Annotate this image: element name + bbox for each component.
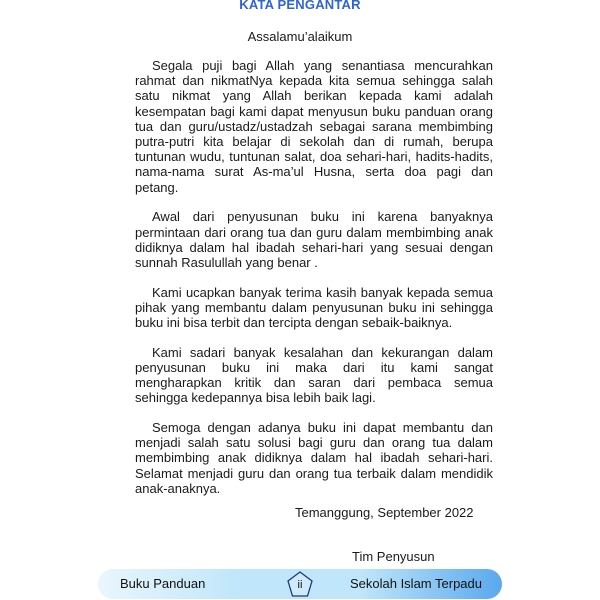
page-footer — [98, 569, 502, 599]
signer: Tim Penyusun — [352, 549, 435, 564]
page-title: KATA PENGANTAR — [239, 0, 361, 12]
paragraph-3: Kami ucapkan banyak terima kasih banyak kepada semua pihak yang membantu dalam penyusunan buku ini sehingga buku ini bisa terbit dan tercipta dengan sebaik-baiknya. — [135, 284, 493, 331]
paragraph-1: Segala puji bagi Allah yang senantiasa mencurahkan rahmat dan nikmatNya kepada kita semua sehingga salah satu nikmat yang Allah berikan kepada kami adalah kesempatan bagi kami dapat menyusun buku panduan orang tua dan guru/ustadz/ustadzah sebagai sarana membimbing putra-putri kita belajar di sekolah dan di rumah, berupa tuntunan wudu, tuntunan salat, doa sehari-hari, hadits-hadits, nama-nama surat As-ma’ul Husna, serta doa pagi dan petang. — [135, 58, 493, 195]
footer-book-title: Buku Panduan — [120, 576, 206, 591]
footer-school-name: Sekolah Islam Terpadu — [349, 576, 482, 591]
paragraph-2: Awal dari penyusunan buku ini karena banyaknya permintaan dari orang tua dan guru dalam membimbing anak didiknya dalam hal ibadah sehari-hari yang sesuai dengan sunnah Rasulullah yang benar . — [135, 209, 493, 270]
page-number: ii — [297, 579, 303, 591]
body-text — [135, 58, 493, 511]
place-date: Temanggung, September 2022 — [295, 505, 474, 520]
paragraph-4: Kami sadari banyak kesalahan dan kekurangan dalam penyusunan buku ini maka dari itu kami sangat mengharapkan kritik dan saran dari pembaca semua sehingga kedepannya bisa lebih baik lagi. — [135, 344, 493, 406]
page-number-badge — [286, 570, 314, 598]
paragraph-5: Semoga dengan adanya buku ini dapat membantu dan menjadi salah satu solusi bagi guru dan orang tua dalam membimbing anak didiknya dalam hal ibadah sehari-hari. Selamat menjadi guru dan orang tua terbaik dalam mendidik anak-anaknya. — [135, 420, 493, 496]
greeting: Assalamu’alaikum — [247, 29, 353, 44]
